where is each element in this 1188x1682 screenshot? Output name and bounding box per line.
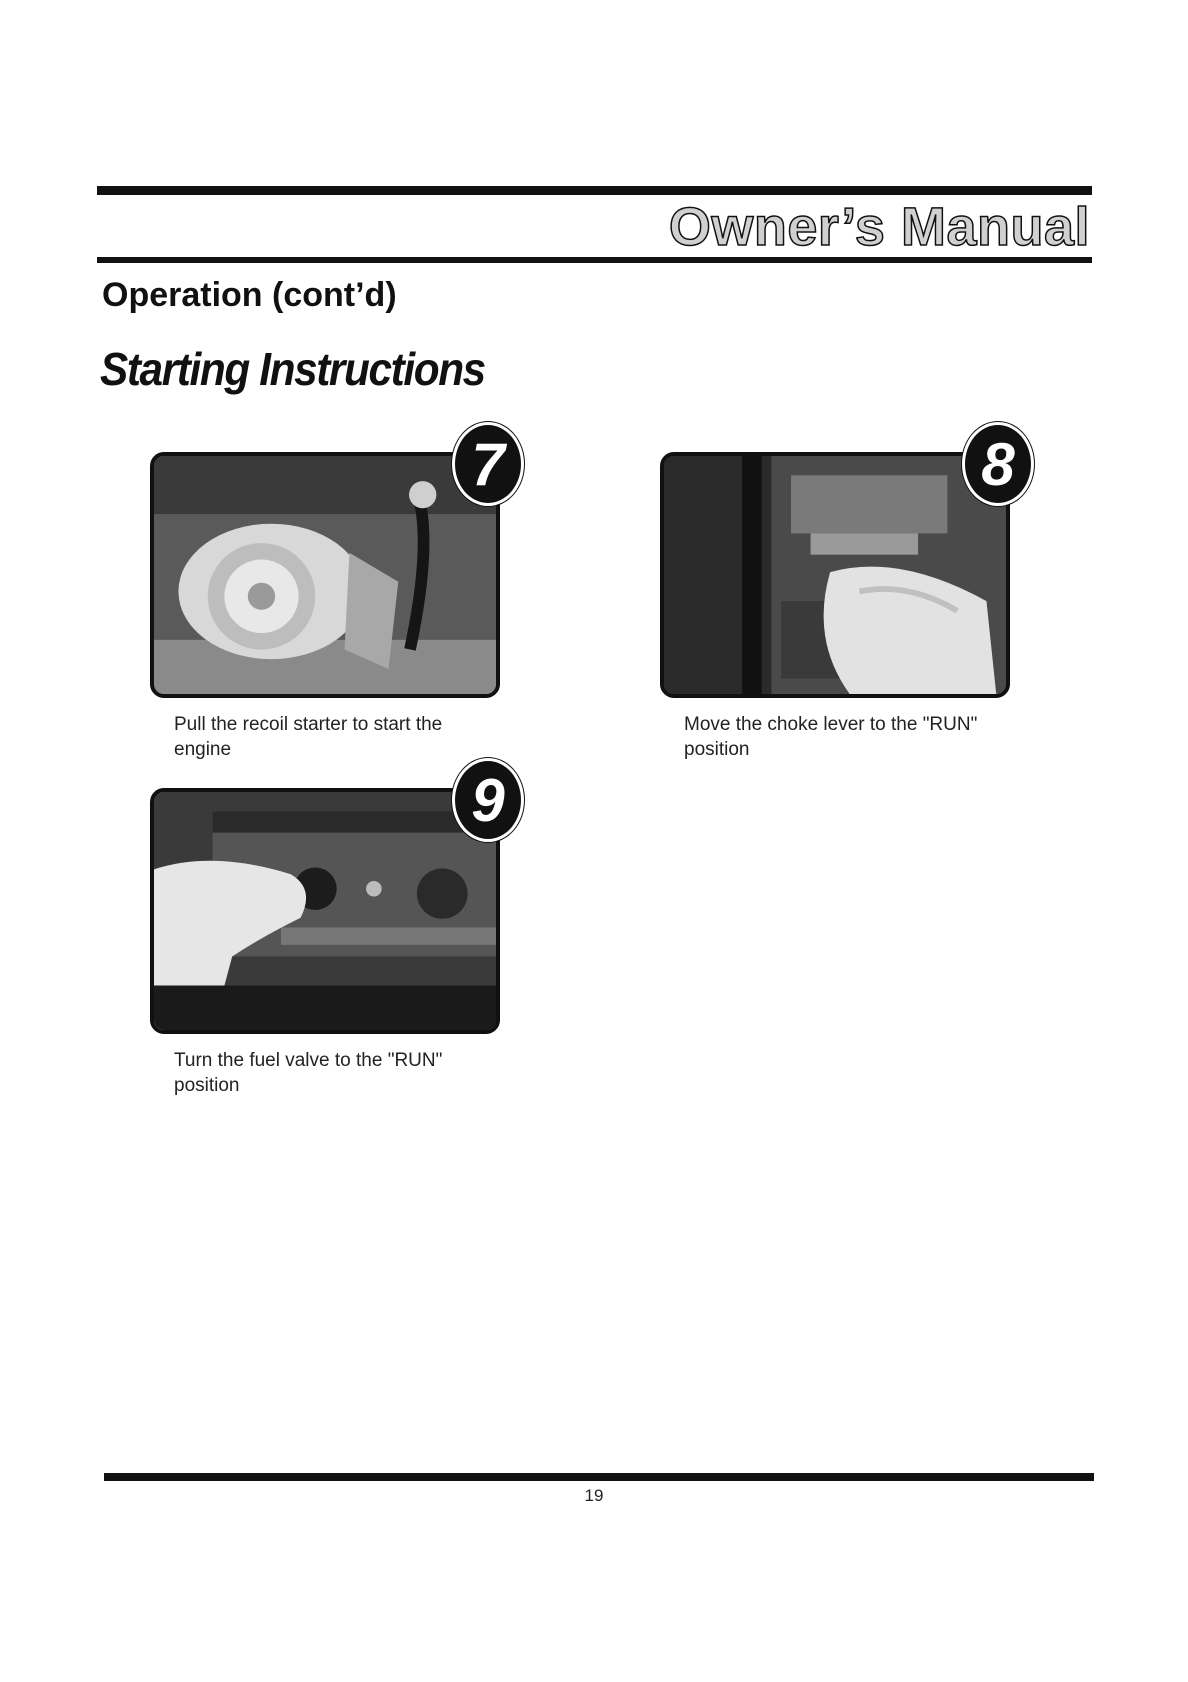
step-number-badge: 9: [452, 758, 524, 842]
manual-title: Owner’s Manual: [668, 197, 1090, 257]
step-caption: Move the choke lever to the "RUN" position: [684, 714, 978, 760]
step-number-badge: 8: [962, 422, 1034, 506]
footer-rule: [104, 1473, 1094, 1481]
header-rule-bottom: [97, 257, 1092, 263]
subsection-title: Starting Instructions: [100, 343, 485, 395]
step-caption: Turn the fuel valve to the "RUN" position: [174, 1050, 443, 1096]
step-number-badge: 7: [452, 422, 524, 506]
header-rule-top: [97, 186, 1092, 195]
step-9: [150, 758, 510, 1098]
choke-lever-photo: [660, 452, 1010, 698]
section-title: Operation (cont’d): [102, 276, 397, 314]
page-number: 19: [584, 1486, 604, 1505]
step-caption: Pull the recoil starter to start the engine: [174, 714, 443, 760]
step-8: [660, 422, 1020, 762]
recoil-starter-photo: [150, 452, 500, 698]
fuel-valve-photo: [150, 788, 500, 1034]
step-7: [150, 422, 510, 762]
